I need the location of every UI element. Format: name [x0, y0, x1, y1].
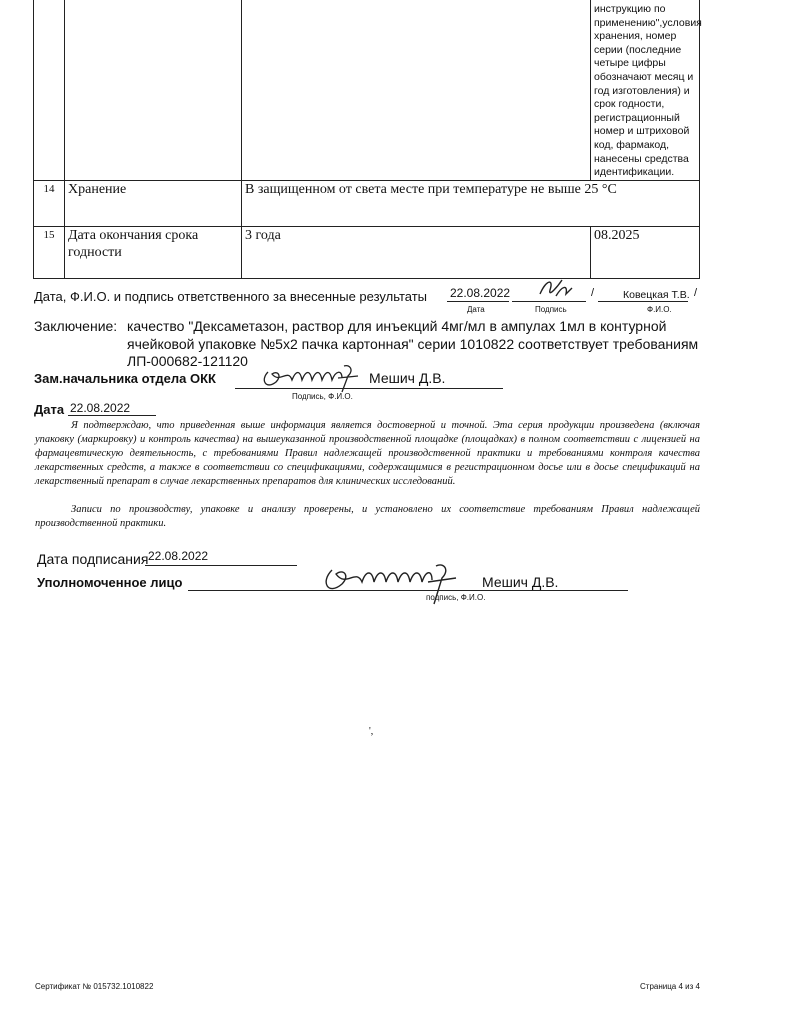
signing-date-value: 22.08.2022	[148, 549, 209, 563]
caption-sign: Подпись	[535, 305, 567, 314]
responsible-signature	[536, 276, 576, 306]
row-name-cell: Дата окончания срока годности	[65, 226, 242, 278]
slash: /	[591, 287, 595, 299]
confirmation-text: Я подтверждаю, что приведенная выше информация является достоверной и точной. Эта серия продукции произведена (включая упаковку (маркировку) и контроль качества) на вышеуказанной производственной площадке (площадках) в полном соответствии с лицензией на фармацевтическую деятельность, с требованиями Правил надлежащей производственной практики и требованиями контроля качества лекарственных средств, а также в соответствии со спецификациями, содержащимися в регистрационном досье или в досье спецификаций на лекарственный препарат в случае лекарственных препаратов для клинических исследований.	[35, 420, 700, 487]
stray-mark: ',	[369, 726, 374, 737]
date-value: 22.08.2022	[70, 401, 131, 415]
table-row	[34, 180, 700, 226]
row-number-cell	[34, 0, 65, 180]
row-spec-cell	[242, 0, 591, 180]
records-paragraph	[35, 503, 700, 531]
deputy-signature	[258, 362, 368, 398]
row-name-cell	[65, 0, 242, 180]
authorized-person-name: Мешич Д.В.	[482, 574, 559, 590]
row-value-cell	[591, 0, 700, 180]
records-text: Записи по производству, упаковке и анализу проверены, и установлено их соответствие требованиям Правил надлежащей производственной практики.	[35, 504, 700, 529]
responsible-date: 22.08.2022	[450, 286, 511, 300]
row-name-cell: Хранение	[65, 180, 242, 226]
row-number-cell: 15	[34, 226, 65, 278]
responsible-name: Ковецкая Т.В.	[623, 289, 690, 301]
deputy-label: Зам.начальника отдела ОКК	[34, 371, 216, 386]
table-row	[34, 0, 700, 180]
caption-fio: Ф.И.О.	[647, 305, 672, 314]
responsible-label: Дата, Ф.И.О. и подпись ответственного за внесенные результаты	[34, 289, 428, 304]
row-spec-cell: В защищенном от света месте при температуре не выше 25 °С	[242, 180, 700, 226]
authorized-person-label: Уполномоченное лицо	[37, 575, 183, 590]
row-value-cell: 08.2025	[591, 226, 700, 278]
row13-value-text: инструкцию по применению",условия хранения, номер серии (последние четыре цифры обозначают месяц и год изготовления) и срок годности, регистрационный номер и штриховой код, фармакод, нанесены средства идентификации.	[594, 3, 702, 179]
conclusion-line1: качество "Дексаметазон, раствор для инъекций 4мг/мл в ампулах 1мл в контурной	[127, 318, 667, 334]
authorized-person-caption: подпись, Ф.И.О.	[426, 593, 486, 602]
signing-date-label: Дата подписания	[37, 551, 149, 567]
conclusion-label: Заключение:	[34, 318, 118, 334]
row-spec-cell: 3 года	[242, 226, 591, 278]
certificate-number: Сертификат № 015732.1010822	[35, 982, 154, 991]
deputy-name: Мешич Д.В.	[369, 370, 446, 386]
conclusion-line2: ячейковой упаковке №5х2 пачка картонная" серии 1010822 соответствует требованиям	[127, 336, 699, 352]
date-label: Дата	[34, 402, 65, 417]
caption-date: Дата	[467, 305, 485, 314]
row-number-cell: 14	[34, 180, 65, 226]
slash: /	[694, 287, 698, 299]
page-number: Страница 4 из 4	[640, 982, 700, 991]
specification-table	[33, 0, 700, 279]
deputy-caption: Подпись, Ф.И.О.	[292, 392, 353, 401]
confirmation-paragraph	[35, 419, 700, 489]
table-row	[34, 226, 700, 278]
authorized-signature	[318, 560, 468, 610]
conclusion-line3: ЛП-000682-121120	[127, 353, 248, 369]
